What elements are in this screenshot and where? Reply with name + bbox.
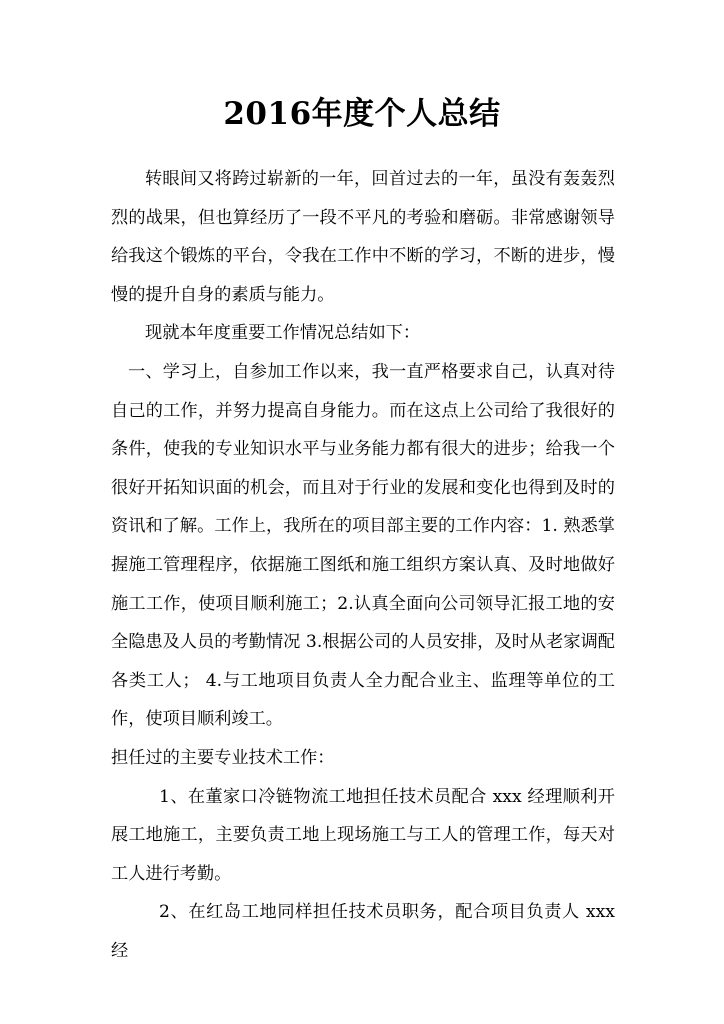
paragraph-intro: 转眼间又将跨过崭新的一年，回首过去的一年，虽没有轰轰烈烈的战果，但也算经历了一段不平凡的考验和磨砺。非常感谢领导给我这个锻炼的平台，令我在工作中不断的学习，不断的进步，慢慢的提升自身的素质与能力。 — [111, 169, 615, 305]
paragraph-study-and-work: 一、学习上，自参加工作以来，我一直严格要求自己，认真对待自己的工作，并努力提高自身能力。而在这点上公司给了我很好的条件，使我的专业知识水平与业务能力都有很大的进步；给我一个很好开拓知识面的机会，而且对于行业的发展和变化也得到及时的资讯和了解。工作上，我所在的项目部主要的工作内容：1. 熟悉掌握施工管理程序，依据施工图纸和施工组织方案认真、及时地做好施工工作，使项目顺利施工；2.认真全面向公司领导汇报工地的安全隐患及人员的考勤情况 3.根据公司的人员安排，及时从老家调配各类工人； 4.与工地项目负责人全力配合业主、监理等单位的工作，使项目顺利竣工。 — [111, 361, 615, 730]
paragraph-technical-heading: 担任过的主要专业技术工作： — [111, 747, 335, 768]
document-title: 2016年度个人总结 — [223, 96, 501, 132]
paragraph-item-1: 1、在董家口冷链物流工地担任技术员配合 xxx 经理顺利开展工地施工，主要负责工地上现场施工与工人的管理工作，每天对工人进行考勤。 — [111, 786, 615, 884]
document-body — [111, 160, 615, 970]
paragraph-summary-lead: 现就本年度重要工作情况总结如下： — [145, 323, 421, 344]
paragraph-item-2: 2、在红岛工地同样担任技术员职务，配合项目负责人 xxx 经 — [111, 902, 615, 961]
